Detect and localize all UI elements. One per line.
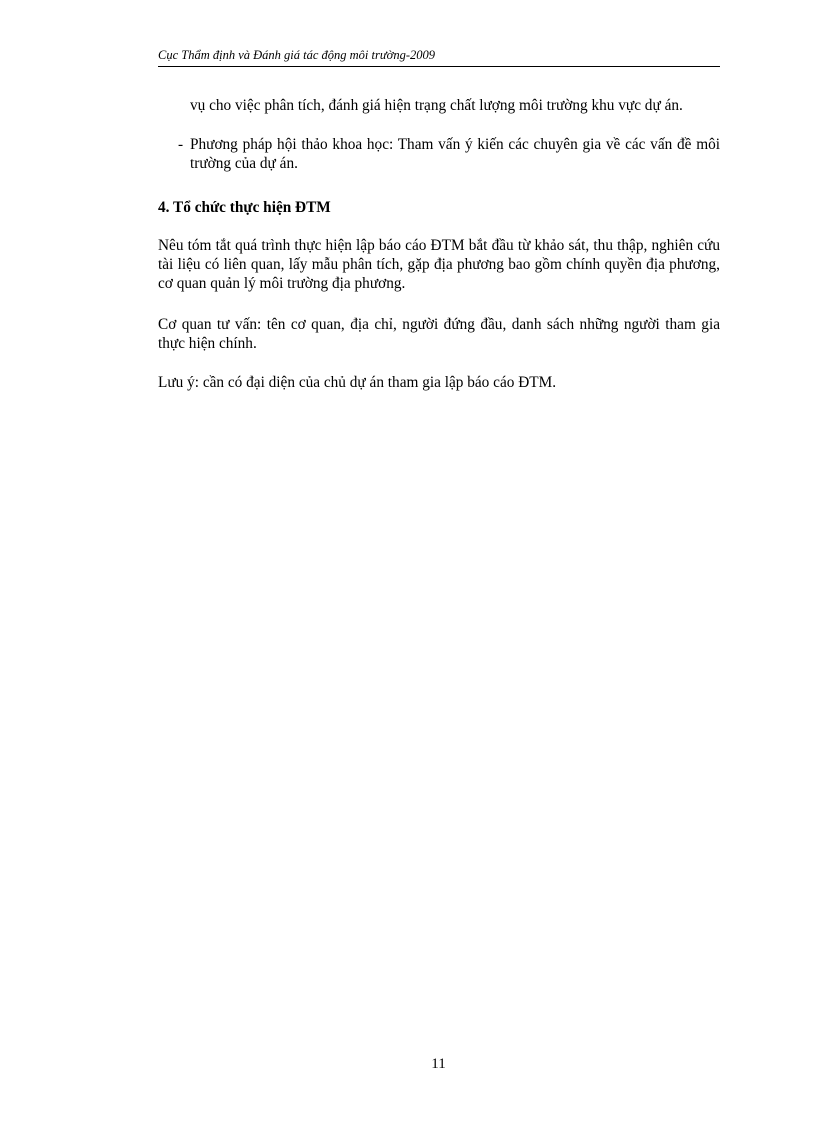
paragraph-consultant-agency: Cơ quan tư vấn: tên cơ quan, địa chỉ, người đứng đầu, danh sách những người tham gia thực hiện chính.	[158, 316, 720, 352]
paragraph-process-summary: Nêu tóm tắt quá trình thực hiện lập báo cáo ĐTM bắt đầu từ khảo sát, thu thập, nghiên cứu tài liệu có liên quan, lấy mẫu phân tích, gặp địa phương bao gồm chính quyền địa phương, cơ quan quản lý môi trường địa phương.	[158, 237, 720, 292]
running-header: Cục Thẩm định và Đánh giá tác động môi trường-2009	[158, 47, 720, 67]
page-number: 11	[431, 1056, 446, 1072]
section-heading: 4. Tổ chức thực hiện ĐTM	[158, 199, 331, 216]
bullet-text: Phương pháp hội thảo khoa học: Tham vấn ý kiến các chuyên gia về các vấn đề môi trường của dự án.	[190, 136, 720, 172]
bullet-dash: -	[178, 136, 184, 153]
paragraph-note: Lưu ý: cần có đại diện của chủ dự án tham gia lập báo cáo ĐTM.	[158, 374, 557, 391]
continuation-paragraph: vụ cho việc phân tích, đánh giá hiện trạng chất lượng môi trường khu vực dự án.	[190, 97, 683, 114]
